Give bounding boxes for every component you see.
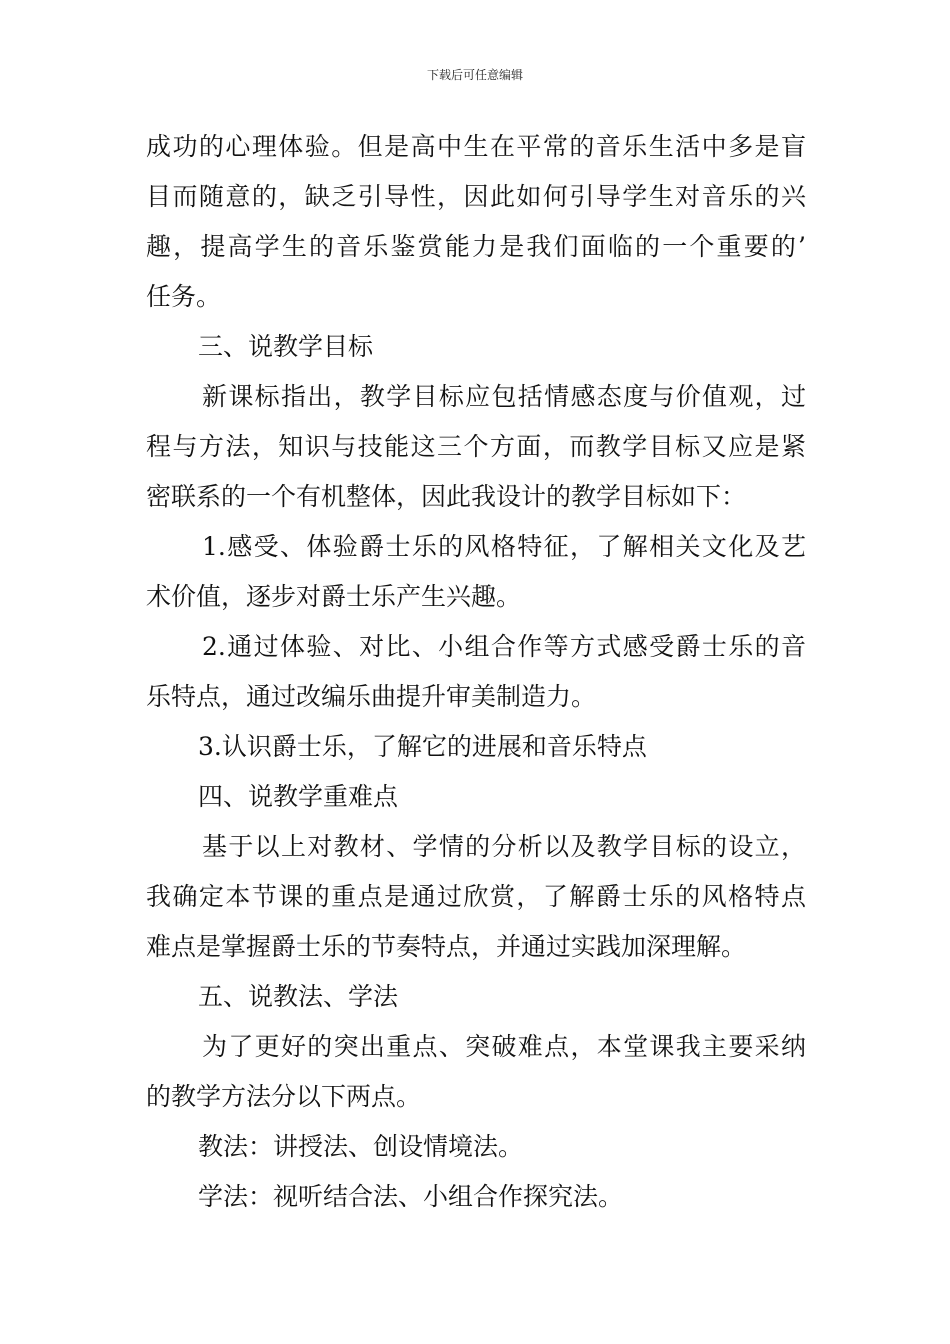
text-line: 乐特点，通过改编乐曲提升审美制造力。 <box>146 682 597 711</box>
paragraph-first-line: 为了更好的突出重点、突破难点，本堂课我主要采纳 <box>202 1032 806 1061</box>
text-line: 密联系的一个有机整体，因此我设计的教学目标如下： <box>146 482 747 511</box>
text-line: 任务。 <box>146 282 222 311</box>
paragraph-first-line: 基于以上对教材、学情的分析以及教学目标的设立， <box>202 832 806 861</box>
text-line: 难点是掌握爵士乐的节奏特点，并通过实践加深理解。 <box>146 932 747 961</box>
teaching-method-line: 教法：讲授法、创设情境法。 <box>198 1132 524 1161</box>
text-line: 趣，提高学生的音乐鉴赏能力是我们面临的一个重要的’ <box>146 232 806 261</box>
section-heading: 五、说教法、学法 <box>198 982 399 1011</box>
text-line: 程与方法，知识与技能这三个方面，而教学目标又应是紧 <box>146 432 806 461</box>
section-heading: 三、说教学目标 <box>198 332 374 361</box>
text-line: 成功的心理体验。但是高中生在平常的音乐生活中多是盲 <box>146 132 806 161</box>
text-line: 我确定本节课的重点是通过欣赏，了解爵士乐的风格特点 <box>146 882 806 911</box>
paragraph-first-line: 新课标指出，教学目标应包括情感态度与价值观，过 <box>202 382 806 411</box>
learning-method-line: 学法：视听结合法、小组合作探究法。 <box>198 1182 624 1211</box>
list-item-1: 1.感受、体验爵士乐的风格特征，了解相关文化及艺 <box>202 532 806 561</box>
text-line: 术价值，逐步对爵士乐产生兴趣。 <box>146 582 522 611</box>
list-item-3: 3.认识爵士乐，了解它的进展和音乐特点 <box>198 732 647 761</box>
page-header: 下载后可任意编辑 <box>426 68 523 82</box>
text-line: 的教学方法分以下两点。 <box>146 1082 422 1111</box>
section-heading: 四、说教学重难点 <box>198 782 399 811</box>
list-item-2: 2.通过体验、对比、小组合作等方式感受爵士乐的音 <box>202 632 806 661</box>
text-line: 目而随意的，缺乏引导性，因此如何引导学生对音乐的兴 <box>146 182 806 211</box>
